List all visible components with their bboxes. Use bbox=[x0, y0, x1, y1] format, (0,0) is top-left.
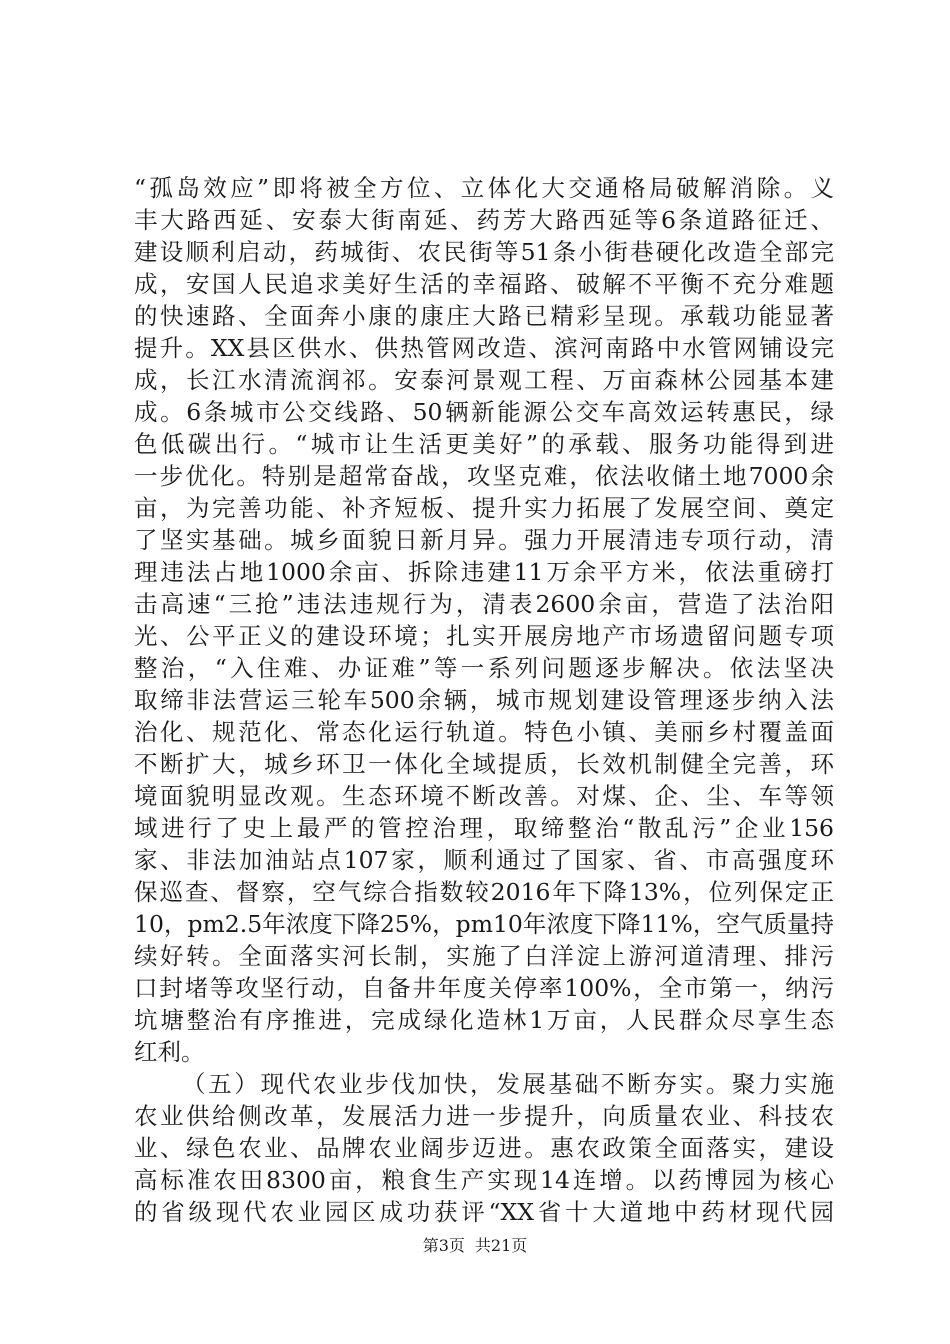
text-line: 家、非法加油站点107家，顺利通过了国家、省、市高强度环 bbox=[134, 846, 834, 874]
page-number: 第3页 bbox=[422, 1236, 465, 1255]
text-line: 亩，为完善功能、补齐短板、提升实力拓展了发展空间、奠定 bbox=[134, 494, 834, 522]
text-line: 不断扩大，城乡环卫一体化全域提质，长效机制健全完善，环 bbox=[134, 750, 834, 778]
text-line: 建设顺利启动，药城街、农民街等51条小街巷硬化改造全部完 bbox=[134, 238, 834, 266]
text-line: 光、公平正义的建设环境；扎实开展房地产市场遗留问题专项 bbox=[134, 622, 834, 650]
text-line: 色低碳出行。“城市让生活更美好”的承载、服务功能得到进 bbox=[134, 430, 834, 458]
text-line: 成。6条城市公交线路、50辆新能源公交车高效运转惠民，绿 bbox=[134, 398, 834, 426]
text-line: 的省级现代农业园区成功获评“XX省十大道地中药材现代园 bbox=[134, 1198, 834, 1226]
section-heading-line: （五）现代农业步伐加快，发展基础不断夯实。聚力实施 bbox=[182, 1070, 834, 1098]
text-line: 10，pm2.5年浓度下降25%，pm10年浓度下降11%，空气质量持 bbox=[134, 910, 834, 938]
text-line: 一步优化。特别是超常奋战，攻坚克难，依法收储土地7000余 bbox=[134, 462, 834, 490]
text-line: 丰大路西延、安泰大街南延、药芳大路西延等6条道路征迁、 bbox=[134, 206, 834, 234]
text-line: 高标准农田8300亩，粮食生产实现14连增。以药博园为核心 bbox=[134, 1166, 834, 1194]
text-line: 境面貌明显改观。生态环境不断改善。对煤、企、尘、车等领 bbox=[134, 782, 834, 810]
text-line: “孤岛效应”即将被全方位、立体化大交通格局破解消除。义 bbox=[134, 174, 834, 202]
page-footer bbox=[0, 1236, 950, 1256]
text-line: 的快速路、全面奔小康的康庄大路已精彩呈现。承载功能显著 bbox=[134, 302, 834, 330]
paragraph-end-line: 红利。 bbox=[134, 1038, 205, 1066]
text-line: 农业供给侧改革，发展活力进一步提升，向质量农业、科技农 bbox=[134, 1102, 834, 1130]
text-line: 保巡查、督察，空气综合指数较2016年下降13%，位列保定正 bbox=[134, 878, 834, 906]
text-line: 业、绿色农业、品牌农业阔步迈进。惠农政策全面落实，建设 bbox=[134, 1134, 834, 1162]
text-line: 域进行了史上最严的管控治理，取缔整治“散乱污”企业156 bbox=[134, 814, 834, 842]
text-line: 击高速“三抢”违法违规行为，清表2600余亩，营造了法治阳 bbox=[134, 590, 834, 618]
total-pages: 共21页 bbox=[474, 1236, 528, 1255]
text-line: 治化、规范化、常态化运行轨道。特色小镇、美丽乡村覆盖面 bbox=[134, 718, 834, 746]
text-line: 成，安国人民追求美好生活的幸福路、破解不平衡不充分难题 bbox=[134, 270, 834, 298]
text-line: 续好转。全面落实河长制，实施了白洋淀上游河道清理、排污 bbox=[134, 942, 834, 970]
text-line: 口封堵等攻坚行动，自备井年度关停率100%，全市第一，纳污 bbox=[134, 974, 834, 1002]
text-line: 坑塘整治有序推进，完成绿化造林1万亩，人民群众尽享生态 bbox=[134, 1006, 834, 1034]
document-body bbox=[134, 172, 834, 1228]
text-line: 理违法占地1000余亩、拆除违建11万余平方米，依法重磅打 bbox=[134, 558, 834, 586]
text-line: 了坚实基础。城乡面貌日新月异。强力开展清违专项行动，清 bbox=[134, 526, 834, 554]
text-line: 取缔非法营运三轮车500余辆，城市规划建设管理逐步纳入法 bbox=[134, 686, 834, 714]
text-line: 提升。XX县区供水、供热管网改造、滨河南路中水管网铺设完 bbox=[134, 334, 834, 362]
text-line: 整治，“入住难、办证难”等一系列问题逐步解决。依法坚决 bbox=[134, 654, 834, 682]
text-line: 成，长江水清流润祁。安泰河景观工程、万亩森林公园基本建 bbox=[134, 366, 834, 394]
